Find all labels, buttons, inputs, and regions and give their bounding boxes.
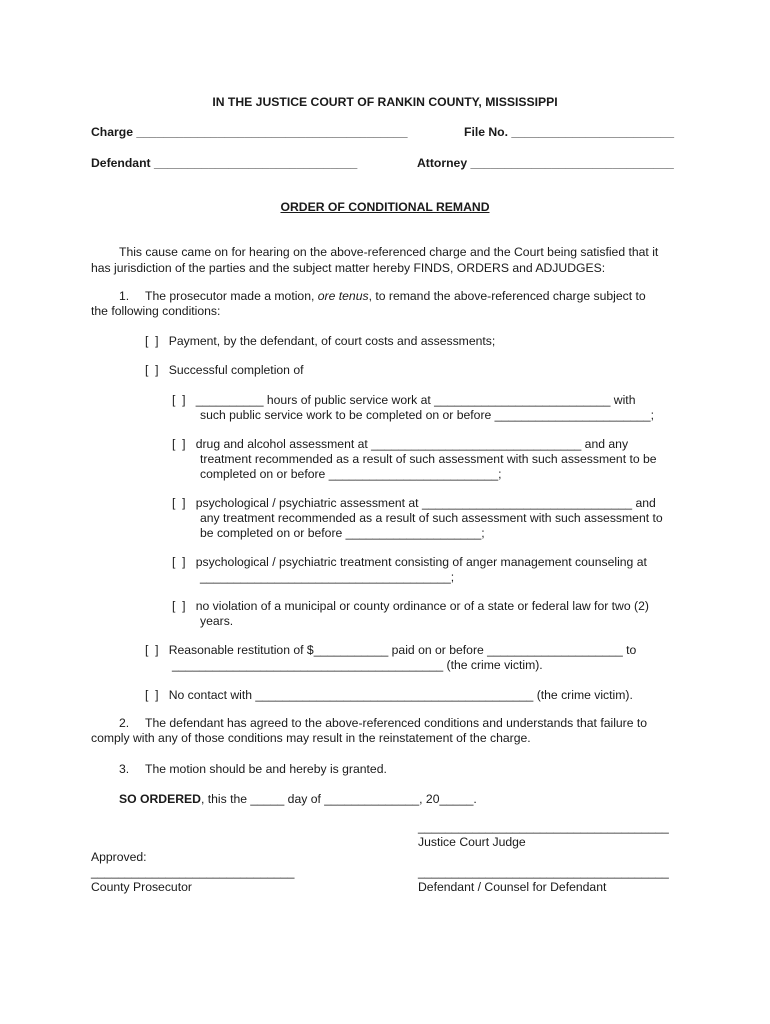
condition-drug-line-1: [ ] drug and alcohol assessment at _______________________________ and any [172,437,629,451]
charge-field: Charge ________________________________________ [91,125,408,139]
condition-treatment-line-1: [ ] psychological / psychiatric treatment consisting of anger management counseling at [172,555,647,569]
condition-drug-line-2: treatment recommended as a result of such assessment with such assessment to be [200,452,657,466]
condition-service-line-2: such public service work to be completed on or before _______________________; [200,408,654,422]
attorney-field: Attorney ______________________________ [417,156,674,170]
item-1-line-2: the following conditions: [91,304,221,318]
defendant-signature-line: _____________________________________ [418,865,669,879]
condition-psych-line-1: [ ] psychological / psychiatric assessment at _______________________________ and [172,496,656,510]
defendant-signature-label: Defendant / Counsel for Defendant [418,880,607,894]
condition-psych-line-2: any treatment recommended as a result of such assessment with such assessment to [200,511,663,525]
condition-no-violation-line-1: [ ] no violation of a municipal or county ordinance or of a state or federal law for two (2) [172,599,649,613]
condition-payment: [ ] Payment, by the defendant, of court costs and assessments; [145,334,496,348]
judge-signature-label: Justice Court Judge [418,835,526,849]
item-3-line-1: The motion should be and hereby is granted. [145,762,387,776]
condition-drug-line-3: completed on or before _________________________; [200,467,502,481]
prosecutor-signature-line: ______________________________ [91,865,295,879]
item-1-line-1: The prosecutor made a motion, ore tenus, to remand the above-referenced charge subject to [145,289,646,303]
item-2-line-2: comply with any of those conditions may result in the reinstatement of the charge. [91,731,531,745]
item-3-number: 3. [119,762,130,776]
judge-signature-line: _____________________________________ [418,820,669,834]
item-2-number: 2. [119,716,130,730]
so-ordered-line: SO ORDERED, this the _____ day of ______________, 20_____. [119,792,477,806]
condition-no-violation-line-2: years. [200,614,234,628]
condition-no-contact: [ ] No contact with _________________________________________ (the crime victim). [145,688,633,702]
approved-label: Approved: [91,850,147,864]
condition-psych-line-3: be completed on or before ____________________; [200,526,485,540]
condition-restitution-line-1: [ ] Reasonable restitution of $___________ paid on or before ____________________ to [145,643,637,657]
condition-treatment-line-2: _____________________________________; [200,570,455,584]
item-1-number: 1. [119,289,130,303]
condition-service-line-1: [ ] __________ hours of public service work at __________________________ with [172,393,636,407]
condition-restitution-line-2: ________________________________________ (the crime victim). [172,658,543,672]
order-title: ORDER OF CONDITIONAL REMAND [280,200,490,214]
condition-completion: [ ] Successful completion of [145,363,304,377]
prosecutor-signature-label: County Prosecutor [91,880,192,894]
court-title: IN THE JUSTICE COURT OF RANKIN COUNTY, MISSISSIPPI [212,95,558,109]
intro-line-2: has jurisdiction of the parties and the subject matter hereby FINDS, ORDERS and ADJUDGES: [91,261,606,275]
defendant-field: Defendant ______________________________ [91,156,358,170]
intro-line-1: This cause came on for hearing on the above-referenced charge and the Court being satisfied that it [119,245,659,259]
file-no-field: File No. ________________________ [464,125,675,139]
item-2-line-1: The defendant has agreed to the above-referenced conditions and understands that failure to [145,716,648,730]
